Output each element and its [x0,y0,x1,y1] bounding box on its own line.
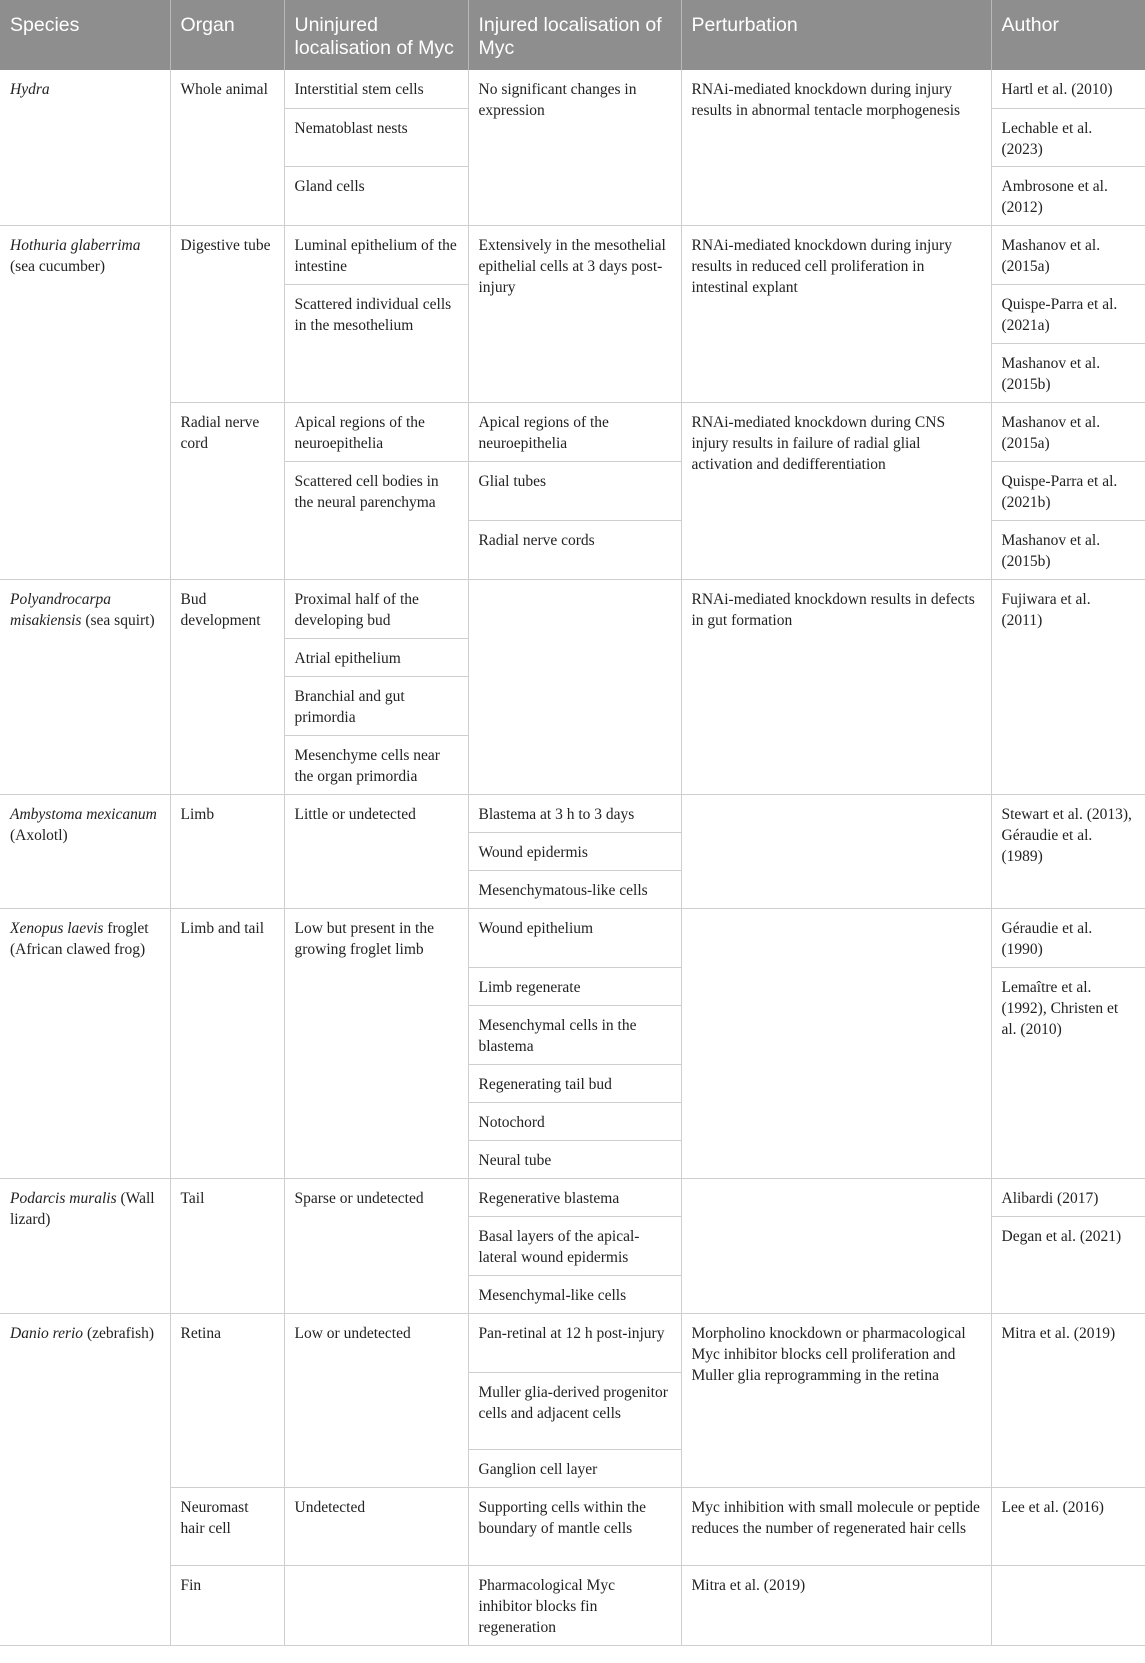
uninjured-cell: Undetected [284,1487,468,1565]
author-cell: Hartl et al. (2010) [991,70,1145,108]
author-cell: Mashanov et al. (2015b) [991,343,1145,402]
injured-cell: Wound epidermis [468,832,681,870]
species-name: Danio rerio [10,1324,84,1342]
organ-cell: Limb [170,794,284,908]
uninjured-cell: Atrial epithelium [284,638,468,676]
author-cell: Quispe-Parra et al. (2021b) [991,461,1145,520]
organ-cell: Tail [170,1178,284,1313]
uninjured-cell: Low but present in the growing froglet limb [284,908,468,1178]
perturbation-cell: Morpholino knockdown or pharmacological Myc inhibitor blocks cell proliferation and Muller glia reprogramming in the retina [681,1313,991,1487]
injured-cell: Limb regenerate [468,967,681,1005]
table-row [0,1178,1145,1216]
injured-cell: Regenerating tail bud [468,1064,681,1102]
header-uninjured: Uninjured localisation of Myc [284,0,468,70]
organ-cell: Retina [170,1313,284,1487]
author-cell: Lee et al. (2016) [991,1487,1145,1565]
table-row [0,908,1145,967]
author-cell: Fujiwara et al. (2011) [991,579,1145,794]
uninjured-cell: Interstitial stem cells [284,70,468,108]
injured-cell: Mesenchymal cells in the blastema [468,1005,681,1064]
author-cell [991,1565,1145,1645]
species-common-name: (Axolotl) [10,826,68,844]
species-name: Xenopus laevis [10,919,104,937]
species-name: Hydra [10,81,50,98]
organ-cell: Whole animal [170,70,284,225]
header-organ: Organ [170,0,284,70]
table-row [0,225,1145,284]
header-author: Author [991,0,1145,70]
species-name: Polyandrocarpa misakiensis [10,590,112,629]
uninjured-cell: Sparse or undetected [284,1178,468,1313]
injured-cell: Regenerative blastema [468,1178,681,1216]
species-name: Ambystoma mexicanum [10,805,157,823]
organ-cell: Digestive tube [170,225,284,402]
uninjured-cell: Luminal epithelium of the intestine [284,225,468,284]
species-cell [0,908,170,1178]
author-cell: Stewart et al. (2013), Géraudie et al. (1989) [991,794,1145,908]
author-cell: Lemaître et al. (1992), Christen et al. (2010) [991,967,1145,1178]
author-cell: Mashanov et al. (2015b) [991,520,1145,579]
perturbation-cell: RNAi-mediated knockdown during CNS injury results in failure of radial glial activation and dedifferentiation [681,402,991,579]
uninjured-cell: Proximal half of the developing bud [284,579,468,638]
species-cell [0,794,170,908]
perturbation-cell: RNAi-mediated knockdown during injury results in reduced cell proliferation in intestinal explant [681,225,991,402]
uninjured-cell: Branchial and gut primordia [284,676,468,735]
author-cell: Mitra et al. (2019) [991,1313,1145,1487]
species-cell [0,225,170,579]
perturbation-cell [681,794,991,908]
species-common-name: (zebrafish) [83,1324,155,1342]
uninjured-cell: Gland cells [284,166,468,225]
injured-cell: Pan-retinal at 12 h post-injury [468,1313,681,1372]
author-cell: Lechable et al. (2023) [991,108,1145,166]
species-common-name: (sea squirt) [81,611,155,629]
perturbation-cell: Mitra et al. (2019) [681,1565,991,1645]
table-row [0,794,1145,832]
author-cell: Alibardi (2017) [991,1178,1145,1216]
author-cell: Ambrosone et al. (2012) [991,166,1145,225]
injured-cell: Supporting cells within the boundary of mantle cells [468,1487,681,1565]
header-perturbation: Perturbation [681,0,991,70]
injured-cell: Mesenchymal-like cells [468,1275,681,1313]
species-name: Podarcis muralis [10,1189,117,1207]
table-row [0,579,1145,638]
table-row [0,1313,1145,1372]
organ-cell: Bud development [170,579,284,794]
organ-cell: Neuromast hair cell [170,1487,284,1565]
perturbation-cell: RNAi-mediated knockdown results in defects in gut formation [681,579,991,794]
author-cell: Quispe-Parra et al. (2021a) [991,284,1145,343]
perturbation-cell: Myc inhibition with small molecule or peptide reduces the number of regenerated hair cells [681,1487,991,1565]
injured-cell: Muller glia-derived progenitor cells and adjacent cells [468,1372,681,1449]
table-row [0,70,1145,108]
uninjured-cell [284,1565,468,1645]
author-cell: Géraudie et al. (1990) [991,908,1145,967]
author-cell: Mashanov et al. (2015a) [991,402,1145,461]
uninjured-cell: Mesenchyme cells near the organ primordia [284,735,468,794]
injured-cell: Apical regions of the neuroepithelia [468,402,681,461]
perturbation-cell: RNAi-mediated knockdown during injury results in abnormal tentacle morphogenesis [681,70,991,225]
injured-cell: Pharmacological Myc inhibitor blocks fin regeneration [468,1565,681,1645]
injured-cell: Neural tube [468,1140,681,1178]
injured-cell: Basal layers of the apical-lateral wound epidermis [468,1216,681,1275]
injured-cell: Extensively in the mesothelial epithelial cells at 3 days post-injury [468,225,681,402]
species-common-name: (sea cucumber) [10,257,106,275]
uninjured-cell: Scattered individual cells in the mesothelium [284,284,468,402]
species-common-name: (Wall lizard) [10,1189,155,1228]
author-cell: Mashanov et al. (2015a) [991,225,1145,284]
species-common-name: froglet (African clawed frog) [10,919,149,958]
uninjured-cell: Scattered cell bodies in the neural parenchyma [284,461,468,579]
table-row [0,1487,1145,1565]
species-cell [0,70,170,225]
header-row [0,0,1145,70]
species-cell [0,579,170,794]
table-row [0,402,1145,461]
species-name: Hothuria glaberrima [10,236,141,254]
injured-cell: Glial tubes [468,461,681,520]
perturbation-cell [681,908,991,1178]
injured-cell: No significant changes in expression [468,70,681,225]
author-cell: Degan et al. (2021) [991,1216,1145,1313]
uninjured-cell: Low or undetected [284,1313,468,1487]
injured-cell [468,579,681,794]
perturbation-cell [681,1178,991,1313]
species-cell [0,1178,170,1313]
injured-cell: Blastema at 3 h to 3 days [468,794,681,832]
species-cell [0,1313,170,1645]
uninjured-cell: Little or undetected [284,794,468,908]
header-species: Species [0,0,170,70]
injured-cell: Radial nerve cords [468,520,681,579]
injured-cell: Mesenchymatous-like cells [468,870,681,908]
organ-cell: Limb and tail [170,908,284,1178]
injured-cell: Wound epithelium [468,908,681,967]
organ-cell: Radial nerve cord [170,402,284,579]
table-row [0,1565,1145,1645]
uninjured-cell: Apical regions of the neuroepithelia [284,402,468,461]
organ-cell: Fin [170,1565,284,1645]
header-injured: Injured localisation of Myc [468,0,681,70]
injured-cell: Notochord [468,1102,681,1140]
injured-cell: Ganglion cell layer [468,1449,681,1487]
uninjured-cell: Nematoblast nests [284,108,468,166]
